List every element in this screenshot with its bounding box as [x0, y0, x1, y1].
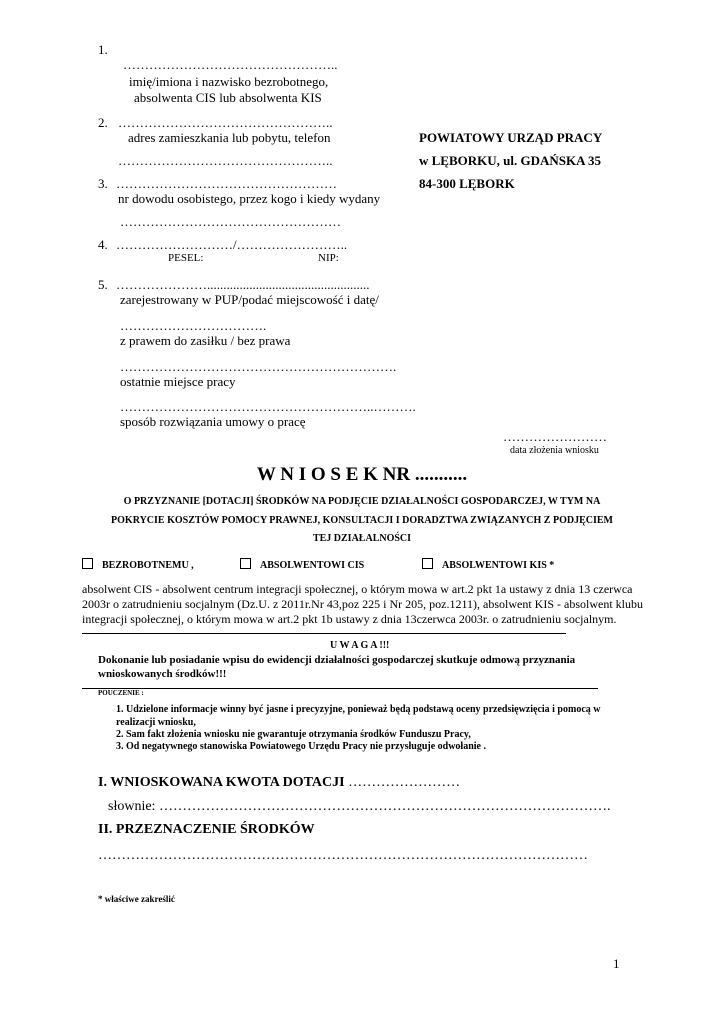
field-4-number: 4.: [98, 237, 108, 252]
option-label: BEZROBOTNEMU ,: [102, 560, 194, 571]
last-job-label: ostatnie miejsce pracy: [120, 374, 236, 389]
warning-heading: U W A G A !!!: [330, 640, 390, 651]
warning-line-1: Dokonanie lub posiadanie wpisu do ewidencji działalności gospodarczej skutkuje odmową przyznania: [98, 654, 576, 666]
notice-item: realizacji wniosku,: [116, 717, 196, 728]
warning-line-2: wnioskowanych środków!!!: [98, 668, 227, 680]
termination-label: sposób rozwiązania umowy o pracę: [120, 414, 306, 429]
purpose-input-line[interactable]: ……………………………………………………………………………………………: [98, 848, 588, 863]
divider: [82, 633, 566, 634]
subtitle-line-2: POKRYCIE KOSZTÓW POMOCY PRAWNEJ, KONSULTACJI I DORADZTWA ZWIĄZANYCH Z PODJĘCIEM: [111, 515, 613, 526]
pup-label: zarejestrowany w PUP/podać miejscowość i datę/: [120, 292, 379, 307]
checkbox-icon[interactable]: [422, 558, 433, 569]
option-unemployed[interactable]: [82, 558, 194, 571]
notice-item: 3. Od negatywnego stanowiska Powiatowego Urzędu Pracy nie przysługuje odwołanie .: [116, 741, 486, 752]
benefit-label: z prawem do zasiłku / bez prawa: [120, 333, 291, 348]
definition-line-3: integracji społecznej, o którym mowa w art.2 pkt 1b ustawy z dnia 13czerwca 2003r. o zatrudnieniu socjalnym.: [82, 612, 617, 626]
termination-input-line[interactable]: …………………………………………………..……….: [120, 399, 416, 414]
option-kis-graduate[interactable]: [422, 558, 554, 571]
nip-label: NIP:: [318, 252, 339, 264]
notice-heading: POUCZENIE :: [98, 689, 144, 697]
pesel-nip-input-line[interactable]: ………………………/……………………..: [116, 237, 348, 252]
id-card-input-line[interactable]: ……………………………………………: [116, 176, 337, 191]
notice-item: 1. Udzielone informacje winny być jasne i precyzyjne, ponieważ będą podstawą oceny przedsięwzięcia i pomocą w: [116, 704, 601, 715]
amount-words-row: [108, 799, 610, 815]
name-label-cont: absolwenta CIS lub absolwenta KIS: [134, 90, 322, 105]
notice-item: 2. Sam fakt złożenia wniosku nie gwarantuje otrzymania środków Funduszu Pracy,: [116, 729, 471, 740]
option-label: ABSOLWENTOWI KIS *: [442, 560, 555, 571]
last-job-input-line[interactable]: ……………………………………………………….: [120, 359, 397, 374]
address-input-line-2[interactable]: …………………………………………..: [118, 153, 333, 168]
section-2-heading: II. PRZEZNACZENIE ŚRODKÓW: [98, 822, 315, 837]
address-input-line[interactable]: …………………………………………..: [118, 115, 333, 130]
id-card-label: nr dowodu osobistego, przez kogo i kiedy wydany: [118, 191, 381, 206]
name-label: imię/imiona i nazwisko bezrobotnego,: [129, 74, 329, 89]
office-name: POWIATOWY URZĄD PRACY: [419, 130, 603, 145]
name-input-line[interactable]: …………………………………………..: [123, 57, 338, 72]
amount-input-line[interactable]: ……………………: [344, 775, 461, 790]
page-number: 1: [613, 956, 620, 971]
id-card-input-line-2[interactable]: ……………………………………………: [120, 214, 341, 229]
option-cis-graduate[interactable]: [240, 558, 364, 571]
field-1-number: 1.: [98, 42, 108, 57]
office-city: 84-300 LĘBORK: [419, 176, 515, 191]
address-label: adres zamieszkania lub pobytu, telefon: [128, 130, 331, 145]
footnote: * właściwe zakreślić: [98, 894, 175, 904]
pesel-label: PESEL:: [168, 252, 204, 264]
date-label: data złożenia wniosku: [510, 445, 599, 456]
checkbox-icon[interactable]: [240, 558, 251, 569]
subtitle-line-3: TEJ DZIAŁALNOŚCI: [312, 533, 412, 544]
amount-row: [98, 775, 460, 791]
option-label: ABSOLWENTOWI CIS: [260, 560, 365, 571]
field-5-number: 5.: [98, 277, 108, 292]
checkbox-icon[interactable]: [82, 558, 93, 569]
subtitle-line-1: O PRZYZNANIE [DOTACJI] ŚRODKÓW NA PODJĘCIE DZIAŁALNOŚCI GOSPODARCZEJ, W TYM NA: [123, 496, 601, 507]
definition-line-1: absolwent CIS - absolwent centrum integracji społecznej, o którym mowa w art.2 pkt 1a ustawy z dnia 13 czerwca: [82, 582, 633, 596]
amount-words-label: słownie:: [108, 799, 156, 814]
benefit-input-line[interactable]: …………………………….: [120, 318, 267, 333]
pup-input-line[interactable]: …………………..................................................: [116, 277, 370, 292]
divider: [82, 688, 598, 689]
document-title: W N I O S E K NR ...........: [256, 464, 468, 485]
section-1-heading: I. WNIOSKOWANA KWOTA DOTACJI: [98, 775, 345, 790]
amount-words-input-line[interactable]: …………………………………………………………………………………….: [155, 799, 611, 814]
date-input-line[interactable]: ……………………: [503, 429, 607, 444]
office-street: w LĘBORKU, ul. GDAŃSKA 35: [419, 153, 602, 168]
field-3-number: 3.: [98, 176, 108, 191]
definition-line-2: 2003r o zatrudnieniu socjalnym (Dz.U. z 2011r.Nr 43,poz 225 i Nr 205, poz.1211), absolwent KIS - absolwent klubu: [82, 597, 644, 611]
field-2-number: 2.: [98, 115, 108, 130]
